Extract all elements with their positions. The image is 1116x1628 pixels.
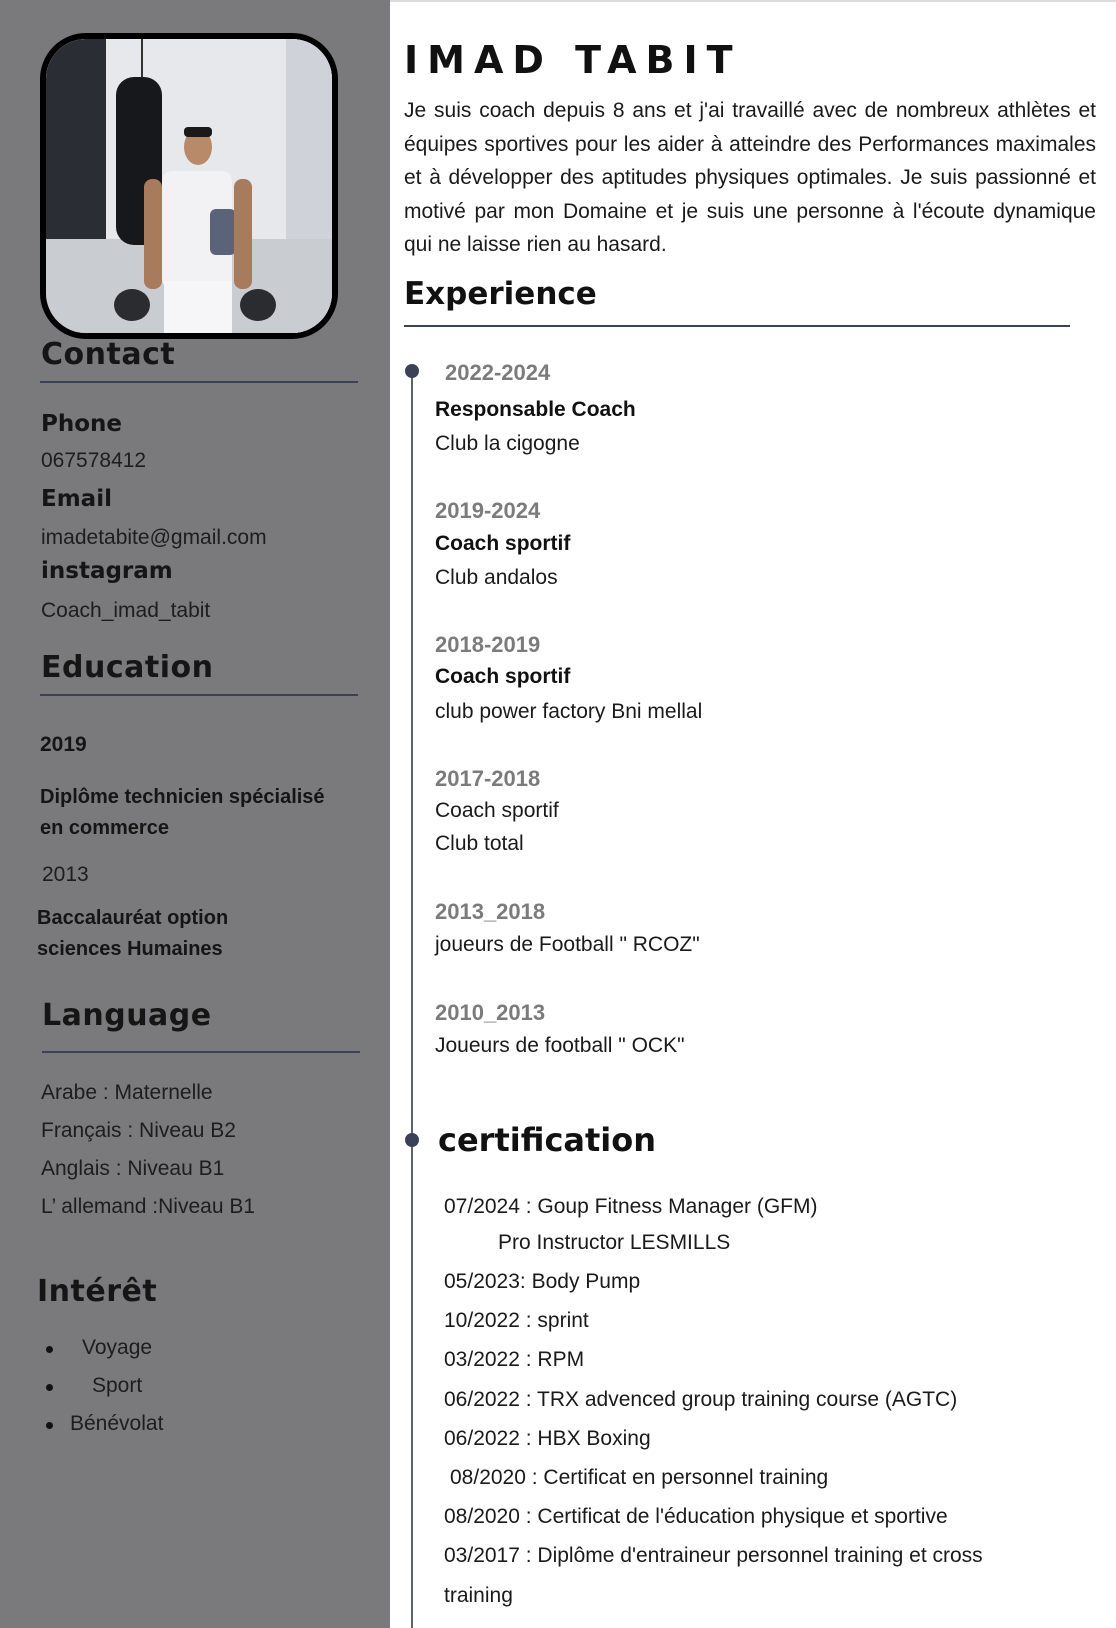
education-year-1: 2019 [40,733,87,756]
experience-heading: Experience [404,276,597,312]
top-border [390,0,1116,2]
education-divider [40,694,358,696]
education-title-2-line2: sciences Humaines [37,938,223,960]
education-year-2: 2013 [42,863,89,886]
language-item: L’ allemand :Niveau B1 [41,1195,256,1218]
interest-item: Voyage [82,1336,153,1359]
instagram-value: Coach_imad_tabit [41,599,211,622]
experience-line: Club total [435,832,524,855]
experience-role: Coach sportif [435,665,571,688]
certification-item: Pro Instructor LESMILLS [498,1231,731,1254]
full-name: IMAD TABIT [404,38,742,82]
certification-item: 06/2022 : TRX advenced group training course (AGTC) [444,1388,958,1411]
interests-heading: Intérêt [37,1274,158,1309]
language-item: Français : Niveau B2 [41,1119,236,1142]
email-value: imadetabite@gmail.com [41,526,267,549]
experience-line: Coach sportif [435,799,559,822]
certification-item: 03/2022 : RPM [444,1348,585,1371]
certification-item: 05/2023: Body Pump [444,1270,641,1293]
education-title-1-line2: en commerce [40,817,169,839]
language-item: Anglais : Niveau B1 [41,1157,225,1180]
certification-item: 10/2022 : sprint [444,1309,589,1332]
contact-divider [40,381,358,383]
timeline-line [411,370,413,1628]
certification-item: 06/2022 : HBX Boxing [444,1427,651,1450]
sidebar [0,0,390,1628]
interest-item: Sport [92,1374,143,1397]
certification-item: training [444,1584,513,1607]
certification-item: 08/2020 : Certificat de l'éducation physique et sportive [444,1505,948,1528]
experience-period: 2018-2019 [435,632,541,657]
timeline-dot [405,1133,419,1147]
language-heading: Language [42,998,212,1033]
bullet-icon [46,1346,53,1353]
instagram-label: instagram [41,558,173,584]
experience-divider [404,325,1070,327]
education-heading: Education [41,650,214,685]
profile-photo [40,33,338,339]
experience-period: 2019-2024 [435,498,541,523]
interest-item: Bénévolat [70,1412,164,1435]
experience-org: club power factory Bni mellal [435,700,703,723]
experience-period: 2013_2018 [435,899,546,924]
experience-org: Club la cigogne [435,432,580,455]
experience-period: 2022-2024 [445,360,551,385]
experience-period: 2017-2018 [435,766,541,791]
language-divider [42,1051,360,1053]
email-label: Email [41,486,112,512]
bullet-icon [46,1384,53,1391]
profile-summary: Je suis coach depuis 8 ans et j'ai travaillé avec de nombreux athlètes et équipes sportives pour les aider à atteindre des Performances maximales et à développer des aptitudes physiques optimales. Je suis passionné et motivé par mon Domaine et je suis une personne à l'écoute dynamique qui ne laisse rien au hasard. [404,99,1096,256]
timeline-dot [405,364,419,378]
certification-item: 03/2017 : Diplôme d'entraineur personnel training et cross [444,1544,983,1567]
education-title-1-line1: Diplôme technicien spécialisé [40,786,325,808]
experience-line: joueurs de Football " RCOZ" [435,933,700,956]
experience-period: 2010_2013 [435,1000,546,1025]
phone-label: Phone [41,411,123,437]
certification-item: 07/2024 : Goup Fitness Manager (GFM) [444,1195,818,1218]
bullet-icon [46,1422,53,1429]
certification-heading: certification [438,1121,657,1159]
contact-heading: Contact [41,337,176,372]
education-title-2-line1: Baccalauréat option [37,907,229,929]
experience-org: Club andalos [435,566,558,589]
profile-photo-image [46,39,332,333]
experience-line: Joueurs de football " OCK" [435,1034,685,1057]
experience-role: Responsable Coach [435,398,636,421]
phone-value: 067578412 [41,449,147,472]
language-item: Arabe : Maternelle [41,1081,213,1104]
experience-role: Coach sportif [435,532,571,555]
certification-item: 08/2020 : Certificat en personnel training [450,1466,829,1489]
